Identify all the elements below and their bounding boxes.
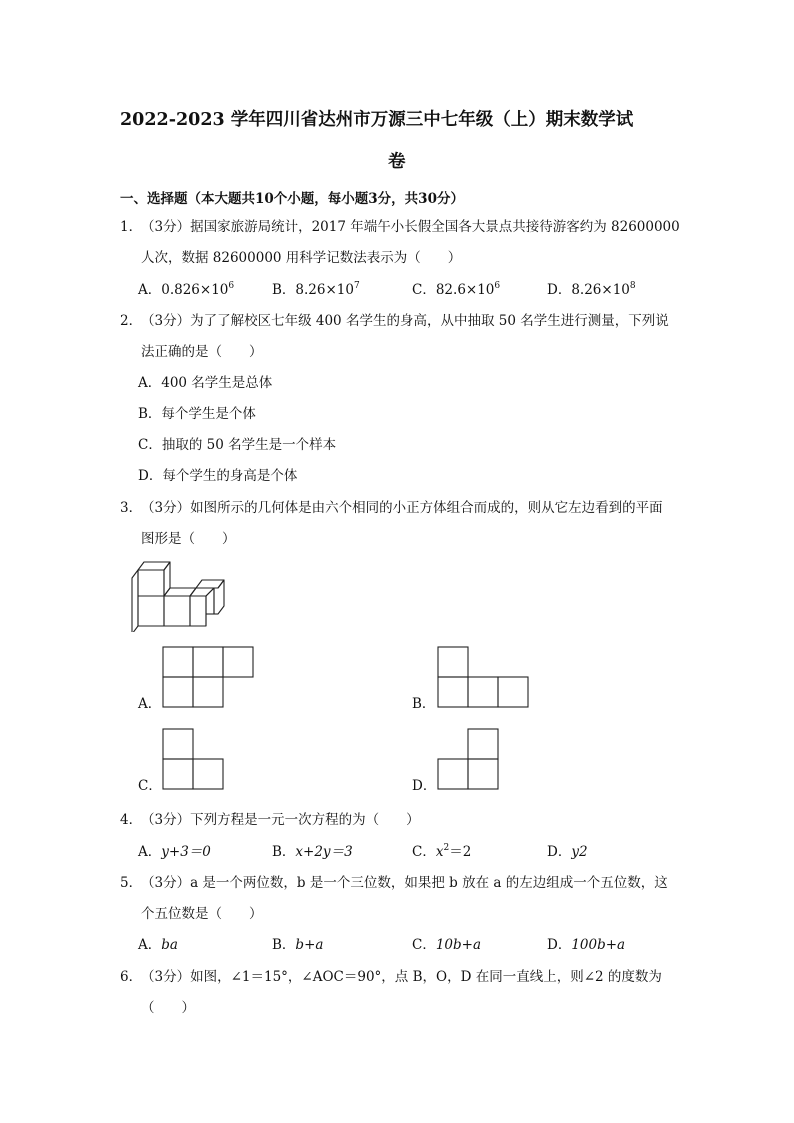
option-c: C．$82.6\times 10^6$	[412, 281, 501, 298]
question-text-line: （3分）a 是一个两位数，b 是一个三位数，如果把 b 放在 a 的左边组成一个五位数，这	[141, 875, 668, 891]
question-text-line: （3分）如图所示的几何体是由六个相同的小正方体组合而成的，则从它左边看到的平面	[141, 500, 663, 516]
option-c: C．$x^2=2$	[412, 843, 472, 860]
option-b: B．每个学生是个体	[138, 406, 256, 422]
option-b: B．$8.26\times 10^7$	[272, 281, 360, 298]
page-title-continued: 卷	[388, 152, 406, 172]
page-title: 2022-2023 学年四川省达州市万源三中七年级（上）期末数学试	[120, 110, 634, 130]
question-number: 5．	[120, 875, 143, 891]
question-number: 1．	[120, 219, 143, 235]
question-number: 3．	[120, 500, 143, 516]
option-a-figure	[162, 646, 257, 710]
question-text-line: 图形是（ ）	[141, 531, 236, 547]
option-c: C．抽取的 50 名学生是一个样本	[138, 437, 337, 453]
question-text-line: 个五位数是（ ）	[141, 906, 263, 922]
question-text-line: （3分）下列方程是一元一次方程的为（ ）	[141, 812, 420, 828]
option-d-figure	[437, 728, 502, 792]
option-c-figure	[162, 728, 227, 792]
question-number: 6．	[120, 969, 143, 985]
option-d: D．每个学生的身高是个体	[138, 468, 298, 484]
question-number: 2．	[120, 313, 143, 329]
option-a: A．	[138, 696, 162, 712]
question-text-line: 法正确的是（ ）	[141, 344, 263, 360]
question-text-line: （3分）如图，∠1＝15°，∠AOC＝90°，点 B，O，D 在同一直线上，则∠2 的度数为	[141, 969, 662, 985]
option-d: D．	[412, 778, 437, 794]
option-b-figure	[437, 646, 532, 710]
question-number: 4．	[120, 812, 143, 828]
option-d: D．$8.26\times 10^8$	[547, 281, 636, 298]
section-heading: 一、选择题（本大题共10个小题，每小题3分，共30分）	[120, 191, 464, 207]
option-a: A．$0.826\times 10^6$	[138, 281, 235, 298]
question-text-line: （ ）	[141, 1000, 195, 1016]
option-b: B．b+a	[272, 937, 324, 953]
option-b: B．x+2y＝3	[272, 844, 353, 860]
option-b: B．	[412, 696, 436, 712]
question-text-line: （3分）据国家旅游局统计，2017 年端午小长假全国各大景点共接待游客约为 82600000	[141, 219, 680, 235]
cube-stack-figure	[130, 556, 230, 632]
option-a: A．y+3＝0	[138, 844, 211, 860]
option-d: D．y2	[547, 844, 588, 860]
question-text-line: 人次，数据 82600000 用科学记数法表示为（ ）	[141, 250, 462, 266]
option-c: C．	[138, 778, 162, 794]
option-a: A．400 名学生是总体	[138, 375, 273, 391]
question-text-line: （3分）为了了解校区七年级 400 名学生的身高，从中抽取 50 名学生进行测量，下列说	[141, 313, 669, 329]
option-c: C．10b+a	[412, 937, 482, 953]
option-d: D．100b+a	[547, 937, 626, 953]
option-a: A．ba	[138, 937, 178, 953]
